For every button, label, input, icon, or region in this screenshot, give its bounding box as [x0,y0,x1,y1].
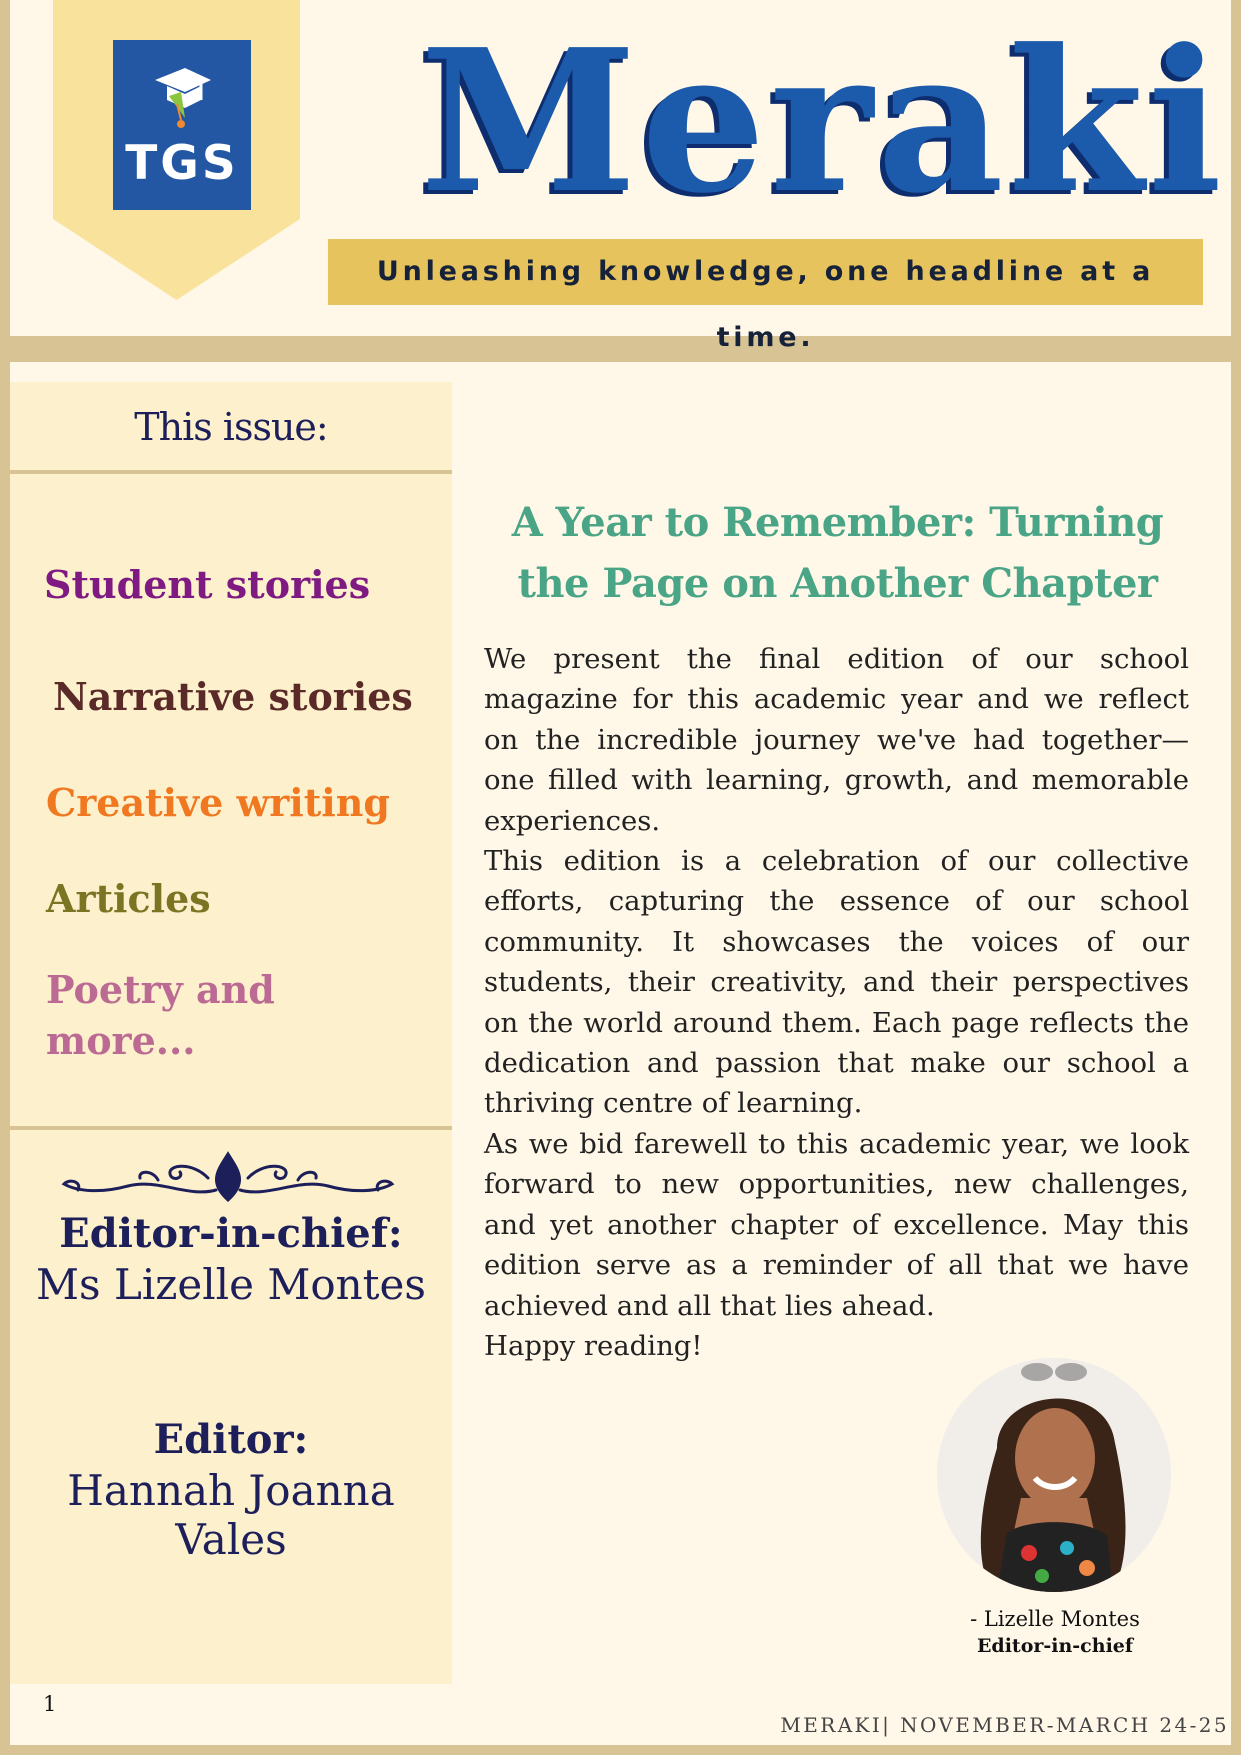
divider [10,470,452,474]
logo-text: TGS [125,136,239,191]
editor-in-chief-label: Editor-in-chief: [59,1210,403,1257]
graduation-cap-icon [153,62,213,132]
editor-name: Hannah Joanna Vales [67,1466,395,1564]
editor-photo [937,1358,1171,1592]
article-title: A Year to Remember: Turning the Page on Another Chapter [511,499,1164,607]
school-logo [113,40,251,210]
divider [10,1126,452,1130]
signature-name: - Lizelle Montes [970,1607,1140,1631]
toc-item-narrative-stories: Narrative stories [53,674,413,719]
editor-label: Editor: [153,1416,309,1463]
article-paragraph: We present the final edition of our school magazine for this academic year and we reflect on the incredible journey we've had together—one filled with learning, growth, and memorable experiences. [484,643,1189,837]
article-paragraph: Happy reading! [484,1329,703,1362]
signature [945,1606,1165,1660]
toc-item-poetry: Poetry and more... [46,967,275,1063]
article-paragraph: This edition is a celebration of our collective efforts, capturing the essence of our school community. It showcases the voices of our students, their creativity, and their perspectives on the world around them. Each page reflects the dedication and passion that make our school a thriving centre of learning. [484,845,1189,1120]
article-body [484,639,1189,1366]
editor-in-chief-name: Ms Lizelle Montes [36,1260,426,1309]
ornament-flourish-icon [58,1148,398,1208]
issue-heading: This issue: [134,405,328,449]
signature-role: Editor-in-chief [976,1635,1134,1657]
article-paragraph: As we bid farewell to this academic year, we look forward to new opportunities, new challenges, and yet another chapter of excellence. May this edition serve as a reminder of all that we have achieved and all that lies ahead. [484,1127,1189,1322]
toc-item-student-stories: Student stories [44,562,371,607]
sidebar [10,382,452,1684]
magazine-title: Meraki [420,7,1227,237]
toc-item-articles: Articles [46,876,211,921]
page-number: 1 [43,1692,57,1716]
tagline: Unleashing knowledge, one headline at a time. [328,239,1203,305]
toc-item-creative-writing: Creative writing [46,780,390,825]
footer-text: MERAKI| NOVEMBER-MARCH 24-25 [780,1713,1229,1737]
